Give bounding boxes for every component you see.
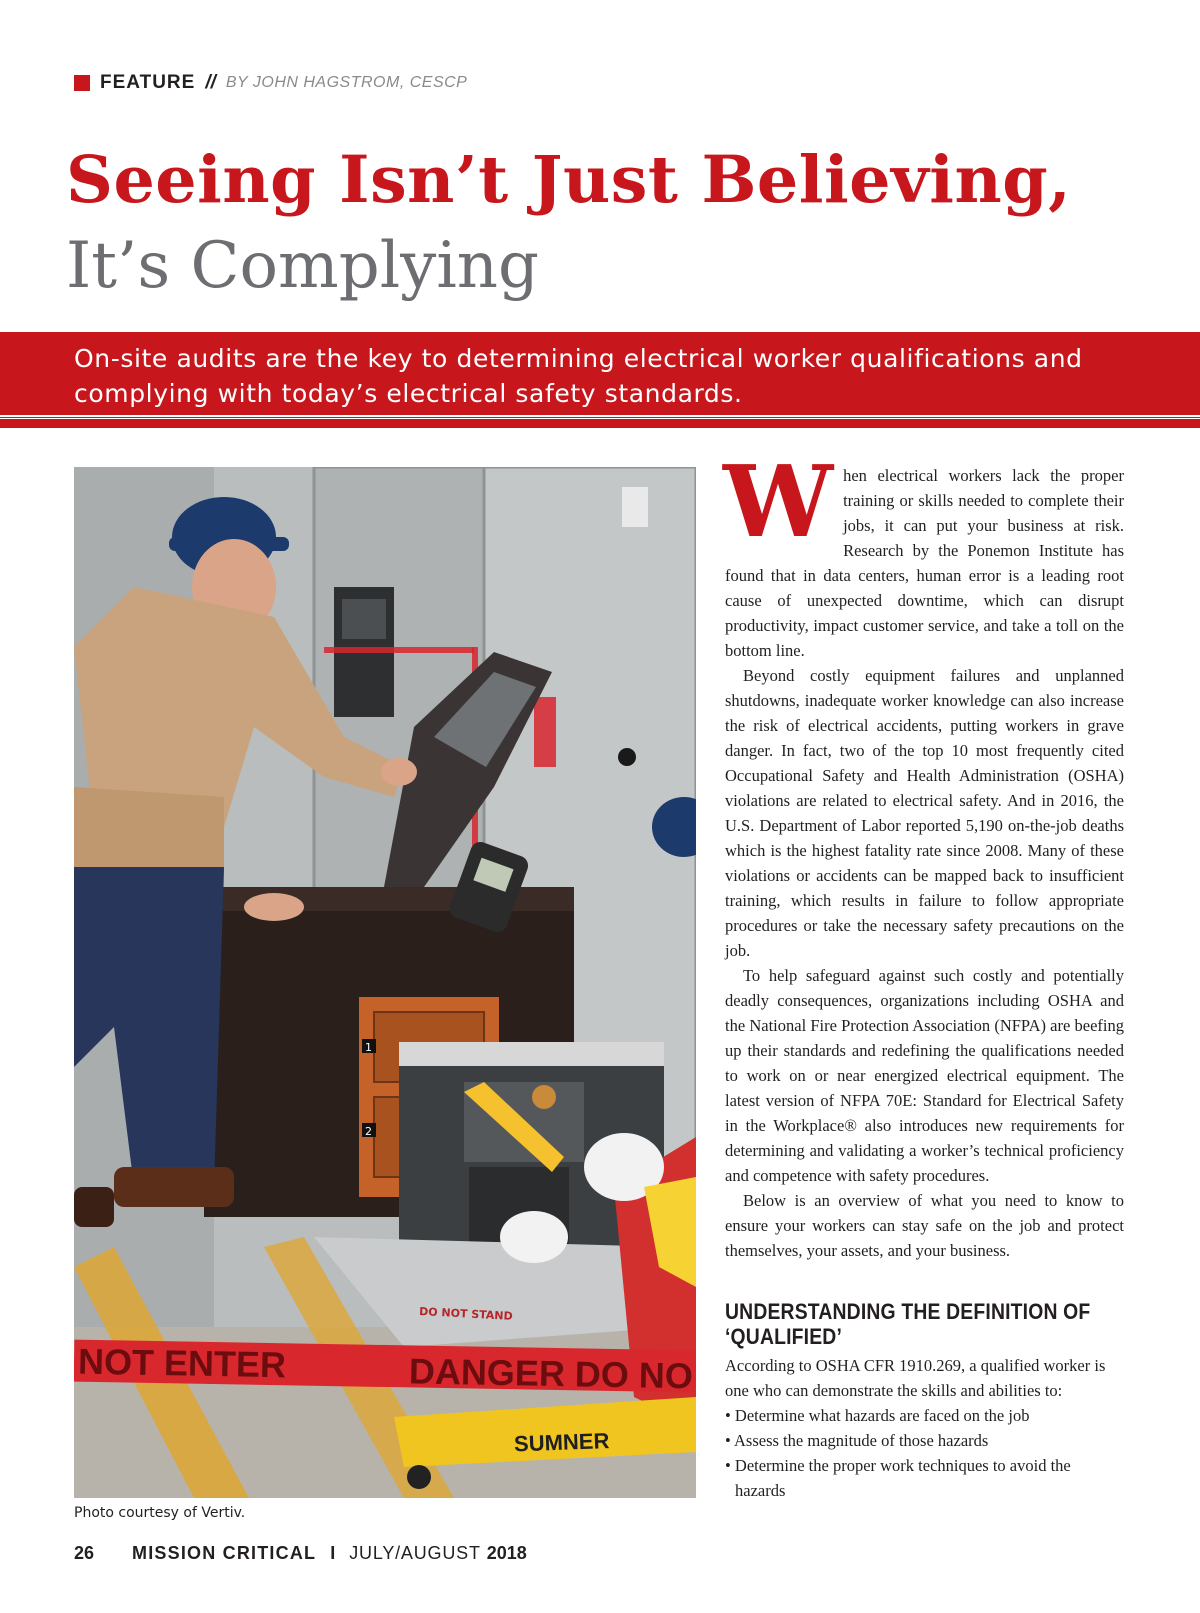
photo-illustration — [74, 467, 696, 1498]
magazine-name: MISSION CRITICAL — [132, 1542, 317, 1563]
cart-brand-text: SUMNER — [513, 1428, 610, 1457]
page-footer — [74, 1541, 527, 1565]
deck-text: On-site audits are the key to determining electrical worker qualifications and complying with today’s electrical safety standards. — [74, 344, 1083, 408]
section-kicker: FEATURE — [100, 72, 196, 93]
deck-rule — [0, 419, 1200, 428]
tape-text-right: DANGER DO NO — [408, 1350, 694, 1397]
issue-year: 2018 — [486, 1542, 527, 1563]
issue-month: JULY/AUGUST — [349, 1542, 481, 1563]
byline: BY JOHN HAGSTROM, CESCP — [225, 74, 468, 91]
article-header — [74, 70, 467, 96]
paragraph-5: According to OSHA CFR 1910.269, a qualified worker is one who can demonstrate the skills and abilities to: — [725, 1356, 1106, 1400]
paragraph-3: To help safeguard against such costly and potentially deadly consequences, organizations including OSHA and the National Fire Protection Association (NFPA) are beefing up their standards and redefining the qualifications needed to work on or near energized electrical equipment. The latest version of NFPA 70E: Standard for Electrical Safety in the Workplace® also introduces new requirements for determining and validating a worker’s technical proficiency and competence with safety procedures. — [725, 966, 1124, 1185]
kicker-separator: // — [205, 72, 216, 93]
article-body — [723, 445, 1124, 1503]
list-item: • Determine the proper work techniques to avoid the hazards — [725, 1456, 1071, 1500]
tape-text-left: NOT ENTER — [77, 1340, 287, 1386]
photo-credit: Photo courtesy of Vertiv. — [74, 1505, 246, 1521]
paragraph-1 — [723, 445, 1124, 663]
paragraph-4: Below is an overview of what you need to know to ensure your workers can stay safe on the job and protect themselves, your assets, and your business. — [725, 1191, 1124, 1260]
qualification-list — [725, 1403, 1124, 1503]
page-number: 26 — [74, 1542, 95, 1563]
slot-label-1: 1 — [365, 1041, 372, 1054]
drop-cap: W — [723, 445, 834, 560]
list-item: • Determine what hazards are faced on the job — [725, 1406, 1030, 1425]
paragraph-2: Beyond costly equipment failures and unplanned shutdowns, inadequate worker knowledge can also increase the risk of electrical accidents, putting workers in grave danger. In fact, two of the top 10 most frequently cited Occupational Safety and Health Administration (OSHA) violations are related to electrical safety. And in 2016, the U.S. Department of Labor reported 5,190 on-the-job deaths which is the highest fatality rate since 2008. Many of these violations or accidents can be mapped back to insufficient training, which results in failure to follow appropriate procedures or take the necessary safety precautions on the job. — [725, 666, 1124, 960]
base-plate-text: DO NOT STAND — [418, 1305, 514, 1323]
footer-separator: I — [330, 1542, 336, 1563]
feature-photo — [74, 467, 696, 1498]
list-item: • Assess the magnitude of those hazards — [725, 1431, 989, 1450]
slot-label-2: 2 — [365, 1125, 372, 1138]
red-square-marker — [74, 75, 90, 91]
headline-line-1: Seeing Isn’t Just Believing, — [66, 142, 1072, 218]
section-heading: UNDERSTANDING THE DEFINITION OF ‘QUALIFIED’ — [725, 1299, 1091, 1349]
headline-line-2: It’s Complying — [66, 229, 539, 303]
paragraph-1-text: hen electrical workers lack the proper training or skills needed to complete their jobs, it can put your business at risk. Research by the Ponemon Institute has found that in data centers, human error is a leading root cause of unexpected downtime, which can disrupt productivity, impact customer service, and take a toll on the bottom line. — [725, 466, 1124, 660]
